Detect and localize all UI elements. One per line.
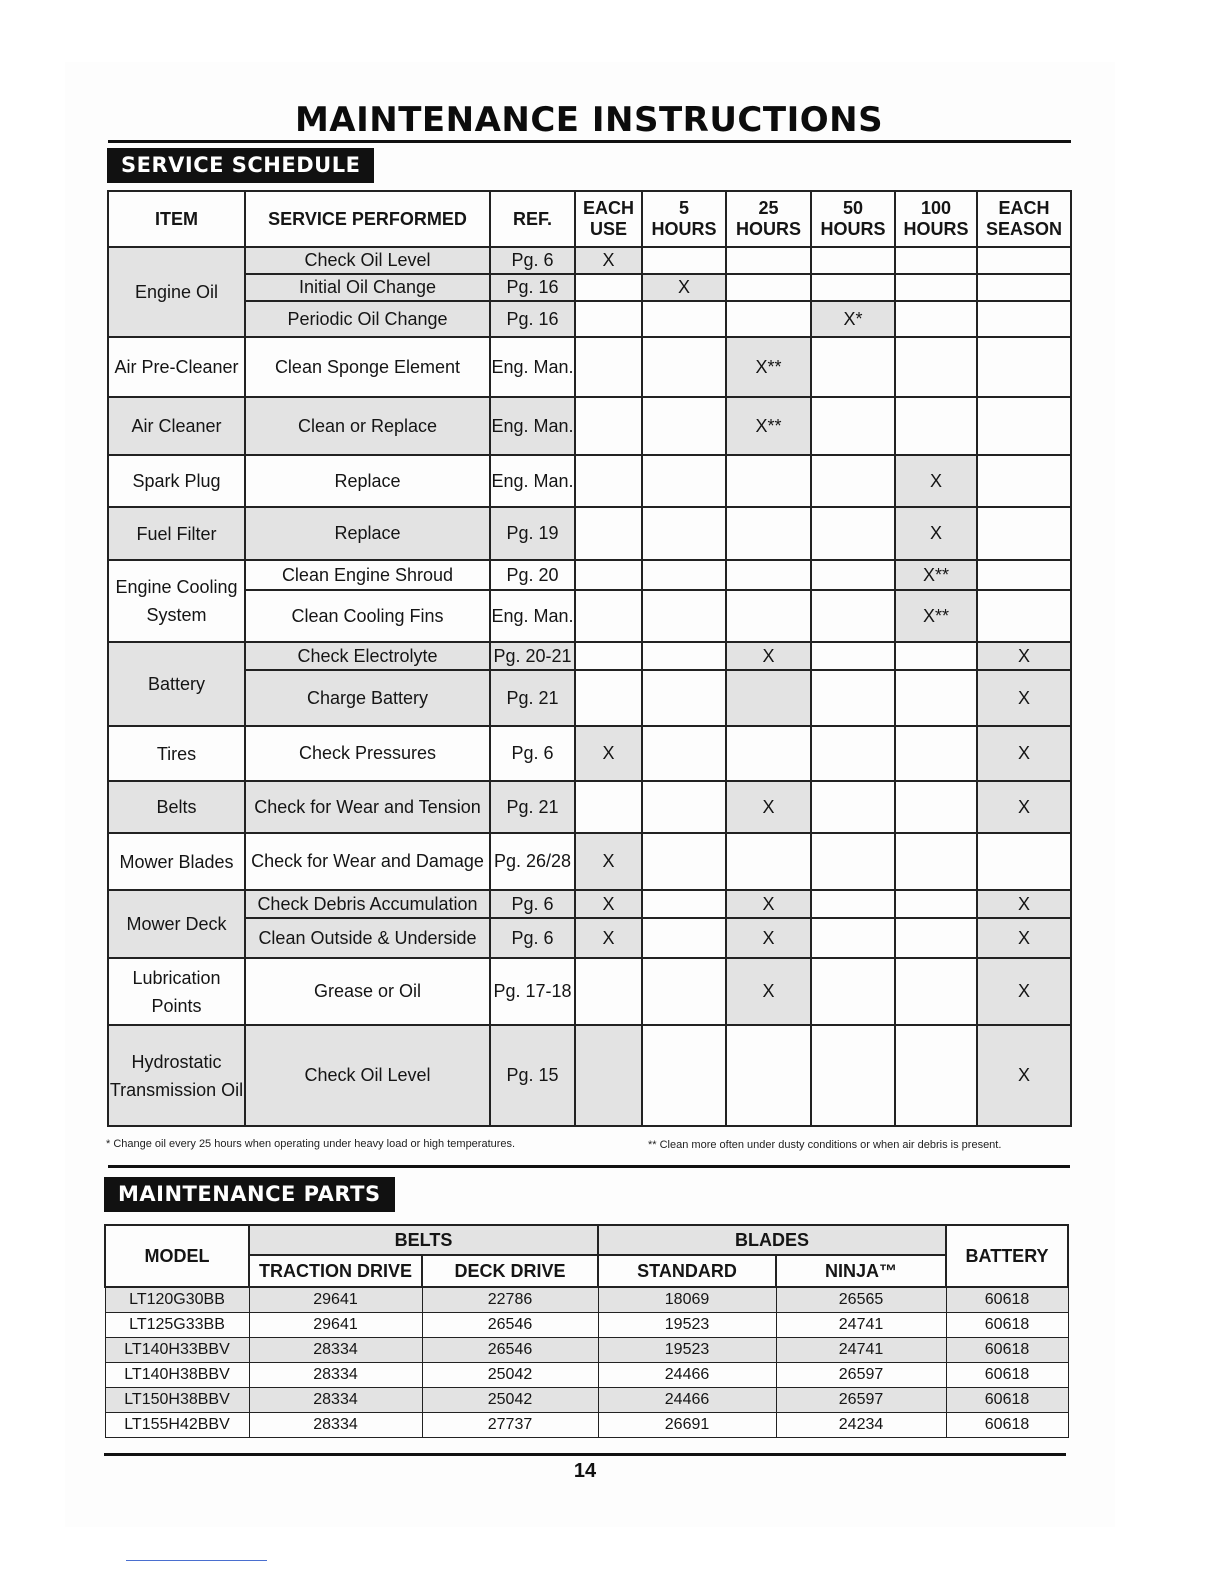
parts-value: 26546 xyxy=(422,1337,598,1362)
parts-value: 24741 xyxy=(776,1312,946,1337)
parts-model: LT140H38BBV xyxy=(105,1362,249,1387)
parts-value: 19523 xyxy=(598,1337,776,1362)
schedule-mark xyxy=(811,726,895,781)
parts-value: 25042 xyxy=(422,1362,598,1387)
schedule-mark xyxy=(895,274,977,301)
maintenance-parts-table xyxy=(104,1224,1069,1438)
schedule-mark xyxy=(895,781,977,833)
parts-value: 26597 xyxy=(776,1387,946,1412)
schedule-mark xyxy=(642,507,726,560)
schedule-mark: X** xyxy=(895,590,977,642)
schedule-mark xyxy=(642,1025,726,1126)
parts-value: 24466 xyxy=(598,1362,776,1387)
schedule-ref: Pg. 20 xyxy=(490,560,575,590)
schedule-mark xyxy=(895,958,977,1025)
schedule-mark xyxy=(811,274,895,301)
parts-value: 18069 xyxy=(598,1287,776,1312)
schedule-mark: X xyxy=(895,455,977,507)
schedule-row xyxy=(108,918,1071,958)
schedule-ref: Pg. 6 xyxy=(490,890,575,918)
parts-model: LT155H42BBV xyxy=(105,1412,249,1437)
schedule-mark xyxy=(726,833,811,890)
parts-model: LT120G30BB xyxy=(105,1287,249,1312)
service-schedule-banner: SERVICE SCHEDULE xyxy=(107,148,374,183)
schedule-mark xyxy=(811,247,895,274)
schedule-mark: X xyxy=(977,958,1071,1025)
schedule-mark xyxy=(642,918,726,958)
schedule-mark xyxy=(642,337,726,397)
schedule-ref: Pg. 26/28 xyxy=(490,833,575,890)
header-ref: REF. xyxy=(490,191,575,247)
schedule-mark xyxy=(575,1025,642,1126)
parts-value: 27737 xyxy=(422,1412,598,1437)
schedule-mark xyxy=(811,890,895,918)
schedule-service: Grease or Oil xyxy=(245,958,490,1025)
schedule-ref: Pg. 15 xyxy=(490,1025,575,1126)
schedule-mark: X xyxy=(977,726,1071,781)
schedule-mark xyxy=(811,397,895,455)
schedule-mark xyxy=(811,642,895,670)
schedule-row xyxy=(108,890,1071,918)
schedule-mark xyxy=(726,274,811,301)
schedule-mark xyxy=(642,726,726,781)
parts-body xyxy=(105,1287,1068,1437)
parts-value: 29641 xyxy=(249,1287,422,1312)
schedule-mark xyxy=(895,397,977,455)
parts-model: LT125G33BB xyxy=(105,1312,249,1337)
schedule-service: Clean Outside & Underside xyxy=(245,918,490,958)
schedule-item: Air Pre-Cleaner xyxy=(108,337,245,397)
schedule-mark xyxy=(642,890,726,918)
schedule-mark xyxy=(726,455,811,507)
schedule-mark xyxy=(575,670,642,726)
title-rule xyxy=(108,140,1071,143)
schedule-mark xyxy=(977,337,1071,397)
maintenance-parts-banner: MAINTENANCE PARTS xyxy=(104,1177,395,1212)
header-5-hours: 5 HOURS xyxy=(642,191,726,247)
schedule-mark: X xyxy=(726,781,811,833)
parts-value: 60618 xyxy=(946,1312,1068,1337)
page-title: MAINTENANCE INSTRUCTIONS xyxy=(294,100,884,140)
schedule-mark xyxy=(895,918,977,958)
schedule-ref: Pg. 17-18 xyxy=(490,958,575,1025)
schedule-mark xyxy=(811,560,895,590)
schedule-mark xyxy=(642,958,726,1025)
schedule-ref: Pg. 21 xyxy=(490,670,575,726)
parts-value: 24741 xyxy=(776,1337,946,1362)
schedule-mark xyxy=(811,507,895,560)
parts-value: 24466 xyxy=(598,1387,776,1412)
schedule-mark: X xyxy=(726,958,811,1025)
header-deck-drive: DECK DRIVE xyxy=(422,1255,598,1287)
schedule-mark: X** xyxy=(726,397,811,455)
header-50-hours: 50 HOURS xyxy=(811,191,895,247)
schedule-mark xyxy=(895,247,977,274)
schedule-mark xyxy=(895,642,977,670)
parts-row xyxy=(105,1412,1068,1437)
schedule-mark: X xyxy=(977,781,1071,833)
schedule-mark xyxy=(575,274,642,301)
schedule-mark: X xyxy=(895,507,977,560)
schedule-row xyxy=(108,726,1071,781)
header-belts: BELTS xyxy=(249,1225,598,1255)
schedule-row xyxy=(108,833,1071,890)
schedule-item: Engine Oil xyxy=(108,247,245,337)
schedule-mark xyxy=(977,590,1071,642)
schedule-mark: X xyxy=(726,642,811,670)
parts-value: 29641 xyxy=(249,1312,422,1337)
parts-model: LT150H38BBV xyxy=(105,1387,249,1412)
schedule-mark xyxy=(977,833,1071,890)
schedule-mark xyxy=(811,670,895,726)
schedule-mark xyxy=(575,397,642,455)
schedule-mark xyxy=(642,247,726,274)
schedule-mark xyxy=(726,726,811,781)
schedule-service: Periodic Oil Change xyxy=(245,301,490,337)
schedule-bottom-rule xyxy=(108,1165,1070,1168)
schedule-mark xyxy=(726,301,811,337)
schedule-row xyxy=(108,1025,1071,1126)
header-25-hours: 25 HOURS xyxy=(726,191,811,247)
parts-value: 28334 xyxy=(249,1387,422,1412)
schedule-mark xyxy=(575,301,642,337)
schedule-ref: Pg. 6 xyxy=(490,726,575,781)
schedule-service: Check Electrolyte xyxy=(245,642,490,670)
schedule-mark xyxy=(977,247,1071,274)
schedule-mark xyxy=(895,726,977,781)
schedule-service: Check Pressures xyxy=(245,726,490,781)
schedule-ref: Pg. 6 xyxy=(490,918,575,958)
header-each-use: EACH USE xyxy=(575,191,642,247)
schedule-mark xyxy=(895,337,977,397)
schedule-mark xyxy=(575,337,642,397)
schedule-item: Battery xyxy=(108,642,245,726)
schedule-item: Lubrication Points xyxy=(108,958,245,1025)
schedule-row xyxy=(108,455,1071,507)
schedule-mark xyxy=(642,642,726,670)
schedule-mark xyxy=(575,560,642,590)
header-100-hours: 100 HOURS xyxy=(895,191,977,247)
schedule-mark xyxy=(642,670,726,726)
schedule-mark xyxy=(811,918,895,958)
schedule-mark xyxy=(977,274,1071,301)
schedule-mark xyxy=(895,890,977,918)
schedule-mark: X xyxy=(726,890,811,918)
parts-value: 26597 xyxy=(776,1362,946,1387)
schedule-item: Fuel Filter xyxy=(108,507,245,560)
schedule-mark xyxy=(575,455,642,507)
schedule-mark: X** xyxy=(895,560,977,590)
schedule-mark xyxy=(977,301,1071,337)
schedule-item: Engine Cooling System xyxy=(108,560,245,642)
schedule-mark: X** xyxy=(726,337,811,397)
schedule-ref: Pg. 16 xyxy=(490,274,575,301)
schedule-mark xyxy=(642,301,726,337)
schedule-item: Mower Deck xyxy=(108,890,245,958)
service-schedule-table xyxy=(107,190,1072,1127)
parts-value: 26691 xyxy=(598,1412,776,1437)
header-battery: BATTERY xyxy=(946,1225,1068,1287)
parts-value: 60618 xyxy=(946,1387,1068,1412)
footnote-dusty: ** Clean more often under dusty conditions or when air debris is present. xyxy=(648,1139,1002,1151)
parts-model: LT140H33BBV xyxy=(105,1337,249,1362)
schedule-service: Clean Sponge Element xyxy=(245,337,490,397)
schedule-service: Clean Engine Shroud xyxy=(245,560,490,590)
schedule-row xyxy=(108,397,1071,455)
schedule-mark xyxy=(575,590,642,642)
schedule-mark xyxy=(726,670,811,726)
schedule-row xyxy=(108,642,1071,670)
schedule-service: Check for Wear and Damage xyxy=(245,833,490,890)
schedule-ref: Pg. 19 xyxy=(490,507,575,560)
schedule-mark xyxy=(575,958,642,1025)
schedule-item: Air Cleaner xyxy=(108,397,245,455)
schedule-service: Replace xyxy=(245,455,490,507)
schedule-mark: X xyxy=(575,726,642,781)
parts-value: 28334 xyxy=(249,1412,422,1437)
schedule-service: Initial Oil Change xyxy=(245,274,490,301)
parts-row xyxy=(105,1287,1068,1312)
schedule-mark xyxy=(977,507,1071,560)
parts-value: 28334 xyxy=(249,1362,422,1387)
schedule-mark xyxy=(895,1025,977,1126)
schedule-mark xyxy=(811,455,895,507)
parts-row xyxy=(105,1362,1068,1387)
schedule-mark: X xyxy=(977,918,1071,958)
parts-bottom-rule xyxy=(104,1453,1066,1456)
schedule-row xyxy=(108,274,1071,301)
schedule-mark xyxy=(977,560,1071,590)
schedule-header-row xyxy=(108,191,1071,247)
schedule-ref: Pg. 6 xyxy=(490,247,575,274)
schedule-row xyxy=(108,590,1071,642)
parts-header-row-1 xyxy=(105,1225,1068,1255)
schedule-row xyxy=(108,337,1071,397)
parts-value: 19523 xyxy=(598,1312,776,1337)
parts-value: 60618 xyxy=(946,1337,1068,1362)
schedule-mark xyxy=(811,337,895,397)
schedule-mark xyxy=(642,833,726,890)
schedule-mark xyxy=(642,590,726,642)
schedule-ref: Pg. 20-21 xyxy=(490,642,575,670)
parts-value: 24234 xyxy=(776,1412,946,1437)
schedule-ref: Pg. 16 xyxy=(490,301,575,337)
schedule-row xyxy=(108,560,1071,590)
schedule-mark xyxy=(811,781,895,833)
schedule-ref: Eng. Man. xyxy=(490,590,575,642)
footnote-heavy-load: * Change oil every 25 hours when operating under heavy load or high temperatures. xyxy=(106,1138,516,1150)
schedule-mark xyxy=(811,958,895,1025)
schedule-mark xyxy=(642,397,726,455)
schedule-ref: Pg. 21 xyxy=(490,781,575,833)
parts-value: 60618 xyxy=(946,1412,1068,1437)
schedule-service: Clean or Replace xyxy=(245,397,490,455)
schedule-mark xyxy=(642,455,726,507)
schedule-service: Replace xyxy=(245,507,490,560)
schedule-mark xyxy=(811,590,895,642)
parts-value: 26546 xyxy=(422,1312,598,1337)
header-traction-drive: TRACTION DRIVE xyxy=(249,1255,422,1287)
schedule-mark xyxy=(895,833,977,890)
parts-value: 60618 xyxy=(946,1287,1068,1312)
schedule-mark: X* xyxy=(811,301,895,337)
header-model: MODEL xyxy=(105,1225,249,1287)
schedule-mark xyxy=(977,397,1071,455)
schedule-service: Check Debris Accumulation xyxy=(245,890,490,918)
schedule-mark xyxy=(726,560,811,590)
schedule-ref: Eng. Man. xyxy=(490,455,575,507)
schedule-mark xyxy=(726,507,811,560)
schedule-mark: X xyxy=(575,890,642,918)
schedule-row xyxy=(108,670,1071,726)
schedule-service: Check Oil Level xyxy=(245,1025,490,1126)
schedule-row xyxy=(108,958,1071,1025)
parts-row xyxy=(105,1387,1068,1412)
header-each-season: EACH SEASON xyxy=(977,191,1071,247)
schedule-item: Tires xyxy=(108,726,245,781)
schedule-item: Hydrostatic Transmission Oil xyxy=(108,1025,245,1126)
parts-row xyxy=(105,1337,1068,1362)
schedule-mark: X xyxy=(575,833,642,890)
parts-value: 26565 xyxy=(776,1287,946,1312)
schedule-mark xyxy=(642,781,726,833)
parts-value: 25042 xyxy=(422,1387,598,1412)
header-service: SERVICE PERFORMED xyxy=(245,191,490,247)
schedule-service: Charge Battery xyxy=(245,670,490,726)
schedule-service: Check Oil Level xyxy=(245,247,490,274)
schedule-mark xyxy=(726,590,811,642)
schedule-mark: X xyxy=(642,274,726,301)
schedule-mark: X xyxy=(977,1025,1071,1126)
parts-row xyxy=(105,1312,1068,1337)
parts-value: 22786 xyxy=(422,1287,598,1312)
schedule-body xyxy=(108,247,1071,1126)
schedule-mark: X xyxy=(575,918,642,958)
schedule-mark xyxy=(895,670,977,726)
schedule-mark: X xyxy=(977,890,1071,918)
parts-header-row-2 xyxy=(105,1255,1068,1287)
parts-value: 28334 xyxy=(249,1337,422,1362)
schedule-item: Spark Plug xyxy=(108,455,245,507)
header-item: ITEM xyxy=(108,191,245,247)
schedule-mark xyxy=(575,507,642,560)
schedule-mark xyxy=(811,1025,895,1126)
schedule-ref: Eng. Man. xyxy=(490,397,575,455)
schedule-mark xyxy=(977,455,1071,507)
schedule-mark: X xyxy=(977,670,1071,726)
schedule-row xyxy=(108,247,1071,274)
page-number: 14 xyxy=(573,1460,597,1482)
schedule-item: Belts xyxy=(108,781,245,833)
schedule-service: Check for Wear and Tension xyxy=(245,781,490,833)
schedule-mark: X xyxy=(977,642,1071,670)
schedule-mark xyxy=(575,781,642,833)
header-blades: BLADES xyxy=(598,1225,946,1255)
schedule-mark xyxy=(811,833,895,890)
parts-value: 60618 xyxy=(946,1362,1068,1387)
header-standard: STANDARD xyxy=(598,1255,776,1287)
schedule-row xyxy=(108,301,1071,337)
schedule-service: Clean Cooling Fins xyxy=(245,590,490,642)
schedule-mark xyxy=(575,642,642,670)
schedule-mark xyxy=(726,247,811,274)
schedule-item: Mower Blades xyxy=(108,833,245,890)
schedule-row xyxy=(108,781,1071,833)
schedule-row xyxy=(108,507,1071,560)
schedule-mark: X xyxy=(726,918,811,958)
schedule-ref: Eng. Man. xyxy=(490,337,575,397)
schedule-mark xyxy=(642,560,726,590)
bottom-blue-line xyxy=(126,1560,267,1561)
schedule-mark: X xyxy=(575,247,642,274)
schedule-mark xyxy=(726,1025,811,1126)
header-ninja: NINJA™ xyxy=(776,1255,946,1287)
schedule-mark xyxy=(895,301,977,337)
